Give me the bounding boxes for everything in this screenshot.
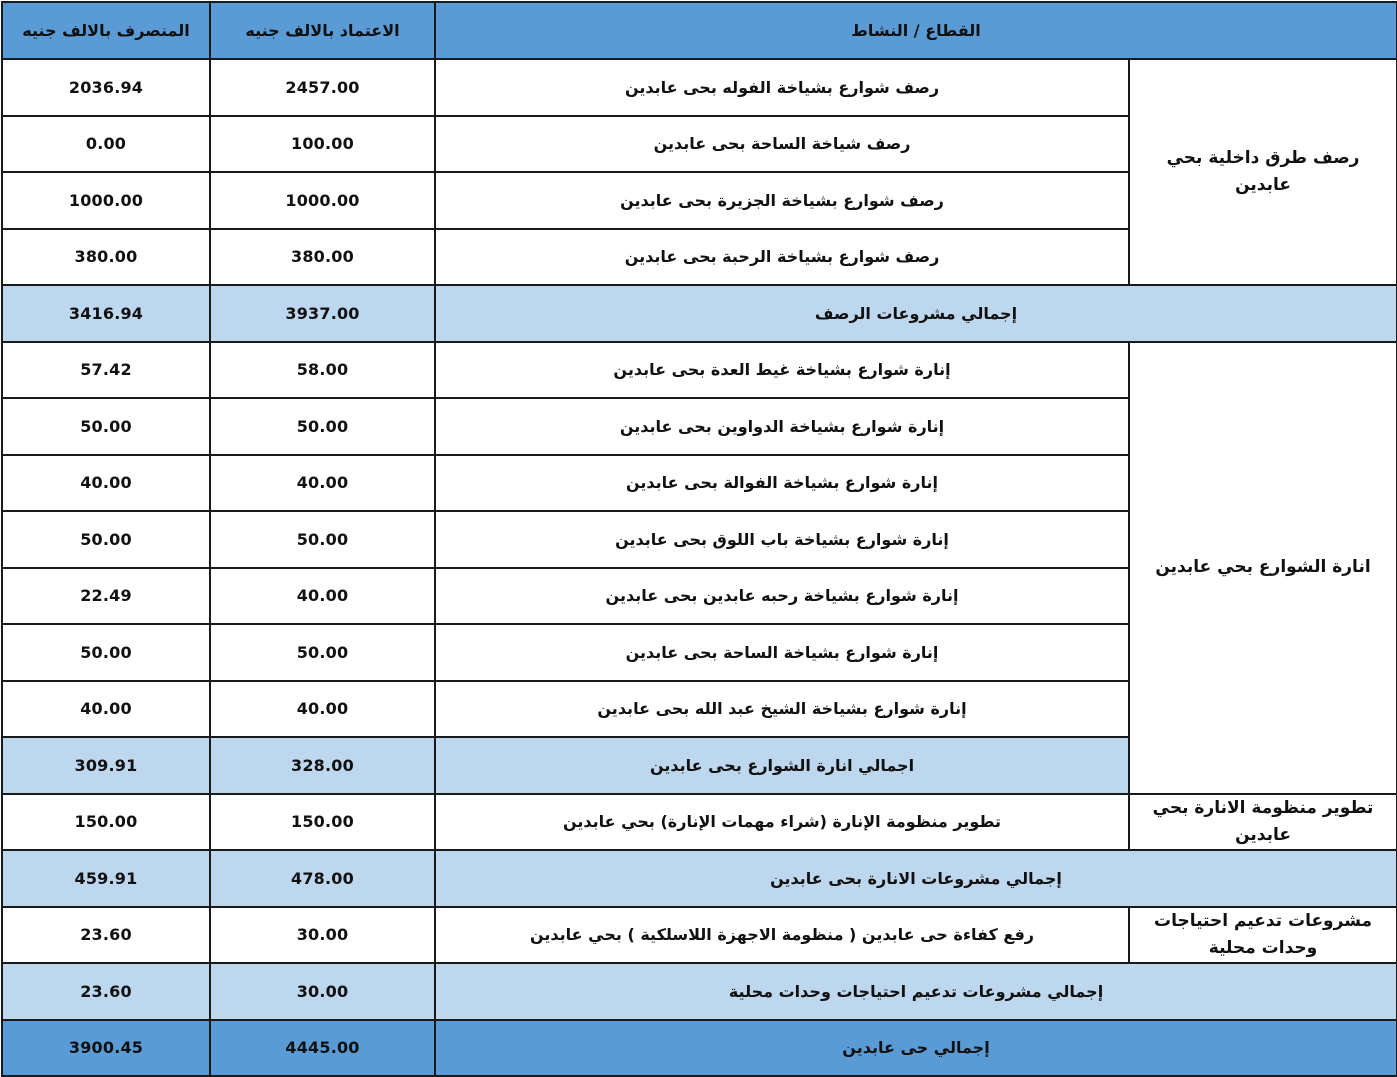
subtotal-approved: 328.00 <box>210 737 435 794</box>
spent-cell: 1000.00 <box>2 172 210 229</box>
spent-cell: 23.60 <box>2 907 210 964</box>
spent-cell: 50.00 <box>2 624 210 681</box>
approved-cell: 380.00 <box>210 229 435 286</box>
budget-table <box>1 1 1397 1077</box>
spent-cell: 22.49 <box>2 568 210 625</box>
grand-total-row <box>2 1020 1397 1077</box>
sector-cell-lighting-dev: تطوير منظومة الانارة بحي عابدين <box>1129 794 1397 851</box>
approved-cell: 30.00 <box>210 907 435 964</box>
approved-cell: 50.00 <box>210 511 435 568</box>
header-row <box>2 2 1397 59</box>
sector-cell-paving: رصف طرق داخلية بحي عابدين <box>1129 59 1397 285</box>
subtotal-approved: 478.00 <box>210 850 435 907</box>
approved-cell: 50.00 <box>210 398 435 455</box>
subtotal-spent: 3416.94 <box>2 285 210 342</box>
approved-cell: 40.00 <box>210 455 435 512</box>
approved-cell: 50.00 <box>210 624 435 681</box>
activity-cell: رصف شوارع بشياخة الفوله بحى عابدين <box>435 59 1129 116</box>
header-sector-activity: القطاع / النشاط <box>435 2 1397 59</box>
activity-cell: إنارة شوارع بشياخة غيط العدة بحى عابدين <box>435 342 1129 399</box>
table-row <box>2 59 1397 116</box>
activity-cell: رفع كفاءة حى عابدين ( منظومة الاجهزة اللاسلكية ) بحي عابدين <box>435 907 1129 964</box>
spent-cell: 50.00 <box>2 398 210 455</box>
table-row <box>2 907 1397 964</box>
grand-total-label: إجمالي حى عابدين <box>435 1020 1397 1077</box>
subtotal-row-local-units <box>2 963 1397 1020</box>
activity-cell: رصف شياخة الساحة بحى عابدين <box>435 116 1129 173</box>
subtotal-row-lighting <box>2 850 1397 907</box>
table-row <box>2 794 1397 851</box>
spent-cell: 380.00 <box>2 229 210 286</box>
activity-cell: إنارة شوارع بشياخة رحبه عابدين بحى عابدين <box>435 568 1129 625</box>
grand-total-approved: 4445.00 <box>210 1020 435 1077</box>
subtotal-approved: 30.00 <box>210 963 435 1020</box>
subtotal-spent: 23.60 <box>2 963 210 1020</box>
spent-cell: 57.42 <box>2 342 210 399</box>
approved-cell: 58.00 <box>210 342 435 399</box>
approved-cell: 40.00 <box>210 681 435 738</box>
approved-cell: 150.00 <box>210 794 435 851</box>
approved-cell: 100.00 <box>210 116 435 173</box>
approved-cell: 40.00 <box>210 568 435 625</box>
activity-cell: إنارة شوارع بشياخة باب اللوق بحى عابدين <box>435 511 1129 568</box>
approved-cell: 1000.00 <box>210 172 435 229</box>
approved-cell: 2457.00 <box>210 59 435 116</box>
spent-cell: 40.00 <box>2 455 210 512</box>
activity-cell: إنارة شوارع بشياخة الساحة بحى عابدين <box>435 624 1129 681</box>
sector-cell-local-units: مشروعات تدعيم احتياجات وحدات محلية <box>1129 907 1397 964</box>
subtotal-approved: 3937.00 <box>210 285 435 342</box>
subtotal-label: إجمالي مشروعات الرصف <box>435 285 1397 342</box>
activity-cell: تطوير منظومة الإنارة (شراء مهمات الإنارة) بحي عابدين <box>435 794 1129 851</box>
subtotal-label: إجمالي مشروعات تدعيم احتياجات وحدات محلية <box>435 963 1397 1020</box>
spent-cell: 150.00 <box>2 794 210 851</box>
subtotal-label: اجمالي انارة الشوارع بحى عابدين <box>435 737 1129 794</box>
table-row <box>2 342 1397 399</box>
spent-cell: 40.00 <box>2 681 210 738</box>
activity-cell: إنارة شوارع بشياخة الفوالة بحى عابدين <box>435 455 1129 512</box>
activity-cell: إنارة شوارع بشياخة الشيخ عبد الله بحى عابدين <box>435 681 1129 738</box>
header-approved: الاعتماد بالالف جنيه <box>210 2 435 59</box>
header-spent: المنصرف بالالف جنيه <box>2 2 210 59</box>
activity-cell: إنارة شوارع بشياخة الدواوين بحى عابدين <box>435 398 1129 455</box>
spent-cell: 0.00 <box>2 116 210 173</box>
subtotal-row-paving <box>2 285 1397 342</box>
spent-cell: 2036.94 <box>2 59 210 116</box>
grand-total-spent: 3900.45 <box>2 1020 210 1077</box>
subtotal-spent: 309.91 <box>2 737 210 794</box>
subtotal-label: إجمالي مشروعات الانارة بحى عابدين <box>435 850 1397 907</box>
spent-cell: 50.00 <box>2 511 210 568</box>
activity-cell: رصف شوارع بشياخة الجزيرة بحى عابدين <box>435 172 1129 229</box>
subtotal-spent: 459.91 <box>2 850 210 907</box>
sector-cell-lighting: انارة الشوارع بحي عابدين <box>1129 342 1397 794</box>
activity-cell: رصف شوارع بشياخة الرحبة بحى عابدين <box>435 229 1129 286</box>
